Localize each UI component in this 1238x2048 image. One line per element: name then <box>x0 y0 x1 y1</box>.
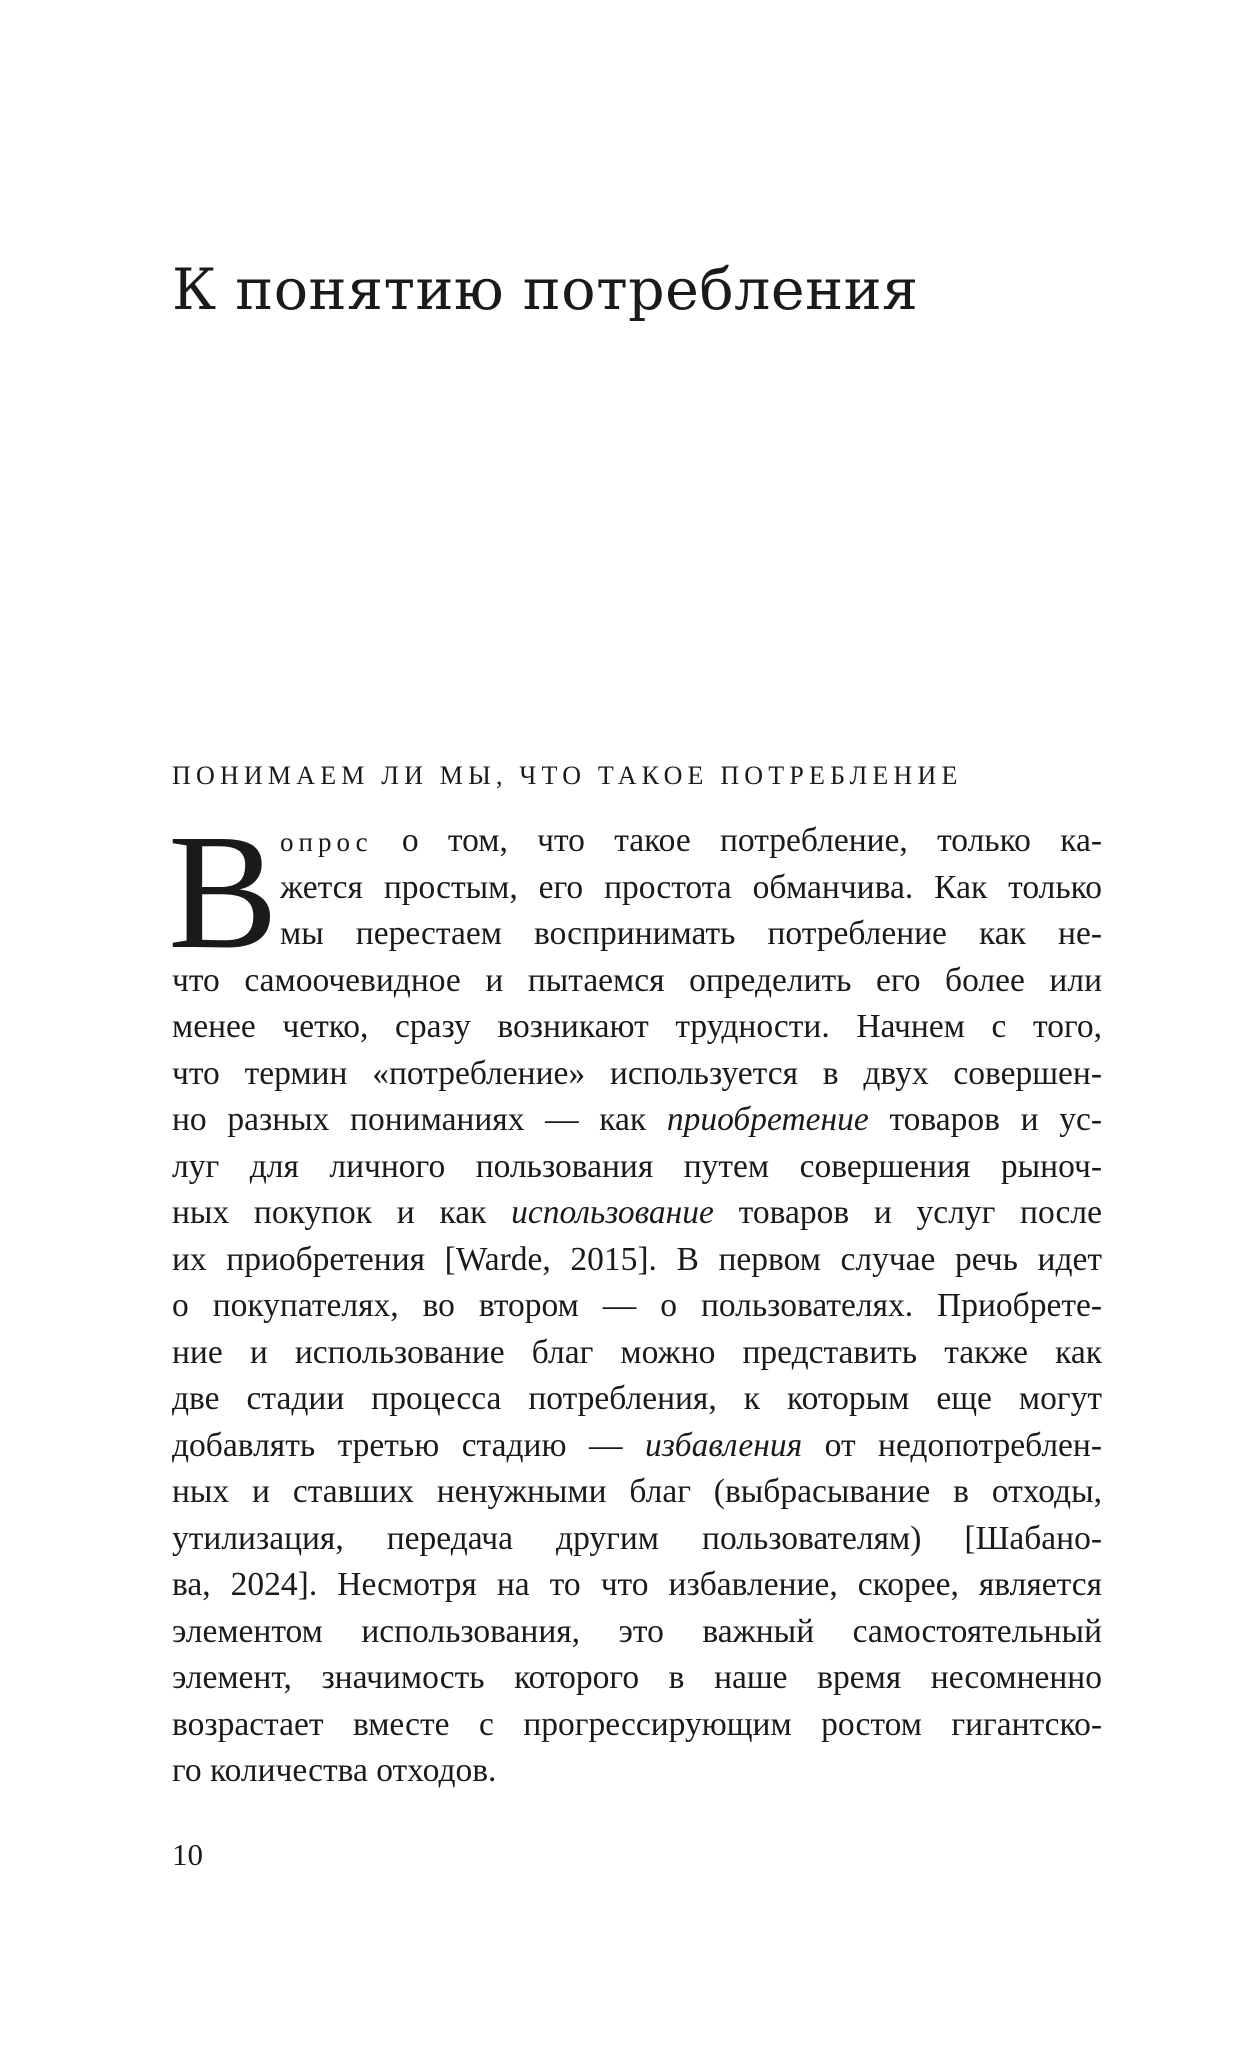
text-line: элементом использования, это важный самостоятельный <box>172 1612 1102 1650</box>
text-fragment: от недопотреблен- <box>802 1426 1102 1464</box>
text-line: утилизация, передача другим пользователям) [Шабано- <box>172 1519 1102 1557</box>
chapter-title: К понятию потребления <box>172 257 919 323</box>
text-line: возрастает вместе с прогрессирующим ростом гигантско- <box>172 1705 1102 1743</box>
drop-cap: В <box>168 800 279 983</box>
section-heading: ПОНИМАЕМ ЛИ МЫ, ЧТО ТАКОЕ ПОТРЕБЛЕНИЕ <box>172 761 963 790</box>
text-line: элемент, значимость которого в наше время несомненно <box>172 1659 1102 1696</box>
text-fragment: но разных пониманиях — как <box>172 1101 667 1138</box>
page-number: 10 <box>172 1837 203 1872</box>
text-fragment: товаров и услуг после <box>713 1194 1102 1231</box>
body-paragraph <box>172 818 1102 1795</box>
text-fragment: ных покупок и как <box>172 1194 512 1231</box>
text-line: ных и ставших ненужными благ (выбрасывание в отходы, <box>172 1473 1102 1510</box>
italic-term: использование <box>511 1194 714 1231</box>
text-fragment: добавлять третью стадию — <box>172 1426 645 1464</box>
text-line: менее четко, сразу возникают трудности. Начнем с того, <box>172 1008 1102 1045</box>
text-line: луг для личного пользования путем совершения рыноч- <box>172 1147 1102 1185</box>
text-line: две стадии процесса потребления, к которым еще могут <box>172 1380 1102 1417</box>
text-line: ние и использование благ можно представить также как <box>172 1333 1102 1371</box>
text-line: их приобретения [Warde, 2015]. В первом случае речь идет <box>172 1240 1102 1278</box>
text-line: что термин «потребление» используется в двух совершен- <box>172 1054 1102 1092</box>
text-line: о покупателях, во втором — о пользователях. Приобрете- <box>172 1287 1102 1324</box>
text-line: го количества отходов. <box>172 1752 497 1789</box>
text-line: что самоочевидное и пытаемся определить его более или <box>172 961 1102 999</box>
text-fragment: о том, что такое потребление, только ка- <box>372 822 1102 859</box>
text-line <box>172 1097 1102 1144</box>
text-line: ва, 2024]. Несмотря на то что избавление, скорее, является <box>172 1566 1102 1603</box>
text-line <box>172 818 1102 865</box>
small-caps-word: опрос <box>280 827 373 857</box>
text-line: жется простым, его простота обманчива. Как только <box>280 868 1102 906</box>
text-line <box>172 1423 1102 1470</box>
text-line <box>172 1190 1102 1237</box>
italic-term: приобретение <box>666 1101 869 1138</box>
text-line: мы перестаем воспринимать потребление как не- <box>280 915 1102 952</box>
italic-term: избавления <box>644 1426 803 1464</box>
text-fragment: товаров и ус- <box>868 1101 1102 1138</box>
